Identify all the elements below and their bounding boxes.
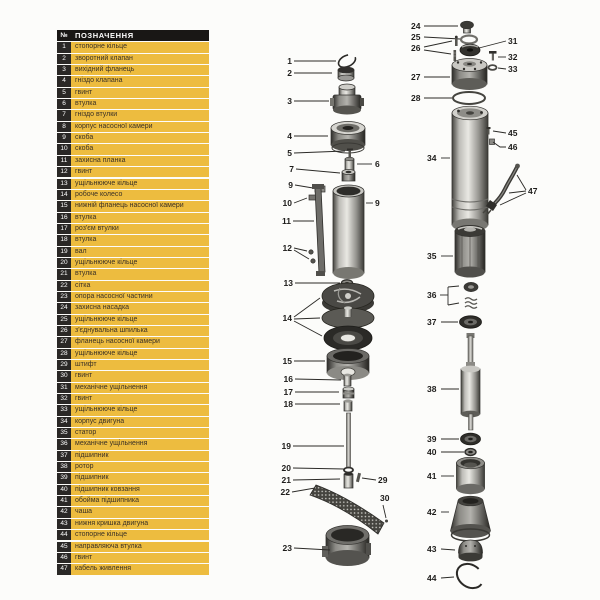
part-pin-29 (356, 473, 388, 485)
label-30: 30 (380, 493, 390, 503)
label-38: 38 (427, 384, 437, 394)
row-number: 28 (57, 349, 71, 359)
row-name: роз'єм втулки (71, 224, 209, 234)
row-name: підшипник (71, 451, 209, 461)
label-27: 27 (411, 72, 421, 82)
row-number: 22 (57, 281, 71, 291)
row-number: 16 (57, 213, 71, 223)
label-37: 37 (427, 317, 437, 327)
row-number: 37 (57, 451, 71, 461)
row-number: 45 (57, 542, 71, 552)
part-outlet-flange-3 (287, 84, 364, 115)
part-impeller-stages-14 (283, 283, 374, 350)
row-number: 24 (57, 303, 71, 313)
row-name: сітка (71, 281, 209, 291)
row-name: корпус насосної камери (71, 122, 209, 132)
row-number: 30 (57, 371, 71, 381)
part-rotor-38 (427, 333, 480, 430)
label-41: 41 (427, 471, 437, 481)
part-chamber-flange-27 (411, 59, 487, 91)
row-number: 39 (57, 473, 71, 483)
row-number: 32 (57, 394, 71, 404)
label-16: 16 (283, 374, 293, 384)
row-number: 6 (57, 99, 71, 109)
row-number: 27 (57, 337, 71, 347)
row-name: штифт (71, 360, 209, 370)
row-name: гвинт (71, 394, 209, 404)
part-retaining-ring-44 (427, 559, 488, 593)
part-pump-support-23 (283, 526, 371, 567)
label-44: 44 (427, 573, 437, 583)
row-number: 3 (57, 65, 71, 75)
part-guide-screw-45 (487, 127, 518, 138)
label-11: 11 (282, 216, 291, 226)
label-9-right: 9 (375, 198, 380, 208)
row-name: нижній фланець насосної камери (71, 201, 209, 211)
part-motor-housing-34 (427, 106, 488, 231)
row-number: 13 (57, 179, 71, 189)
row-name: скоба (71, 144, 209, 154)
row-name: гвинт (71, 371, 209, 381)
row-number: 20 (57, 258, 71, 268)
row-name: ущільнююче кільце (71, 405, 209, 415)
row-number: 21 (57, 269, 71, 279)
label-28: 28 (411, 93, 421, 103)
part-o-ring-28 (411, 92, 485, 104)
part-valve-seat-4 (287, 122, 365, 154)
row-name: втулка (71, 269, 209, 279)
row-number: 29 (57, 360, 71, 370)
row-number: 44 (57, 530, 71, 540)
row-number: 47 (57, 564, 71, 574)
part-screws-12 (283, 243, 316, 263)
part-bushing-18 (284, 399, 352, 411)
row-number: 38 (57, 462, 71, 472)
part-screw-32 (489, 51, 518, 62)
label-29: 29 (378, 475, 388, 485)
part-power-cable-47 (483, 164, 538, 215)
label-25: 25 (411, 32, 421, 42)
header-number: № (57, 30, 71, 41)
row-number: 5 (57, 88, 71, 98)
row-name: фланець насосної камери (71, 337, 209, 347)
part-lower-flange-15 (283, 349, 369, 381)
part-clip-10 (283, 195, 318, 208)
label-4: 4 (287, 131, 292, 141)
label-5: 5 (287, 148, 292, 158)
part-check-valve-2 (287, 67, 354, 81)
row-number: 7 (57, 110, 71, 120)
part-pump-chamber-housing (333, 185, 380, 279)
label-24: 24 (411, 21, 421, 31)
row-number: 31 (57, 383, 71, 393)
row-name: захисна планка (71, 156, 209, 166)
row-name: вихідний фланець (71, 65, 209, 75)
row-number: 4 (57, 76, 71, 86)
row-name: корпус двигуна (71, 417, 209, 427)
row-name: зворотний клапан (71, 54, 209, 64)
row-name: втулка (71, 213, 209, 223)
row-number: 35 (57, 428, 71, 438)
row-name: гніздо клапана (71, 76, 209, 86)
row-name: втулка (71, 99, 209, 109)
part-stator-35 (427, 225, 485, 277)
row-number: 8 (57, 122, 71, 132)
label-13: 13 (283, 278, 293, 288)
part-mechanical-seal-36 (427, 282, 478, 308)
part-guide-bushing-46 (490, 139, 518, 152)
row-name: гвинт (71, 88, 209, 98)
row-name: обойма підшипника (71, 496, 209, 506)
row-number: 11 (57, 156, 71, 166)
row-name: ущільнююче кільце (71, 179, 209, 189)
part-sliding-bearing-40 (427, 447, 476, 457)
part-motor-end-cap-43 (427, 540, 483, 561)
row-number: 10 (57, 144, 71, 154)
label-39: 39 (427, 434, 437, 444)
row-number: 36 (57, 439, 71, 449)
label-1: 1 (287, 56, 292, 66)
row-name: гвинт (71, 553, 209, 563)
row-name: скоба (71, 133, 209, 143)
label-9-left: 9 (288, 180, 293, 190)
part-bearing-39 (427, 433, 481, 445)
row-number: 14 (57, 190, 71, 200)
row-name: вал (71, 247, 209, 257)
label-32: 32 (508, 52, 518, 62)
label-36: 36 (427, 290, 437, 300)
row-name: робоче колесо (71, 190, 209, 200)
row-number: 33 (57, 405, 71, 415)
label-45: 45 (508, 128, 518, 138)
row-name: ротор (71, 462, 209, 472)
label-20: 20 (281, 463, 291, 473)
part-o-ring-25 (411, 32, 477, 44)
label-7: 7 (289, 164, 294, 174)
part-bushing-joint-17 (284, 387, 354, 398)
label-42: 42 (427, 507, 437, 517)
row-name: гвинт (71, 167, 209, 177)
label-34: 34 (427, 153, 437, 163)
part-bowl-42 (427, 496, 491, 541)
label-26: 26 (411, 43, 421, 53)
label-10: 10 (282, 198, 292, 208)
label-21: 21 (281, 475, 291, 485)
row-number: 1 (57, 42, 71, 52)
row-name: механічне ущільнення (71, 383, 209, 393)
row-name: механічне ущільнення (71, 439, 209, 449)
row-name: ущільнююче кільце (71, 315, 209, 325)
row-number: 18 (57, 235, 71, 245)
label-43: 43 (427, 544, 437, 554)
row-name: стопорне кільце (71, 530, 209, 540)
label-47: 47 (528, 186, 538, 196)
part-mesh-screen-22 (281, 485, 384, 534)
row-name: підшипник (71, 473, 209, 483)
label-33: 33 (508, 64, 518, 74)
label-3: 3 (287, 96, 292, 106)
row-name: нижня кришка двигуна (71, 519, 209, 529)
label-17: 17 (283, 387, 293, 397)
part-seal-ring-20 (282, 463, 353, 473)
row-name: захисна насадка (71, 303, 209, 313)
row-number: 19 (57, 247, 71, 257)
row-name: кабель живлення (71, 564, 209, 574)
row-number: 43 (57, 519, 71, 529)
row-number: 15 (57, 201, 71, 211)
row-name: опора насосної частини (71, 292, 209, 302)
row-name: ущільнююче кільце (71, 258, 209, 268)
label-18: 18 (283, 399, 293, 409)
row-number: 12 (57, 167, 71, 177)
row-name: ущільнююче кільце (71, 349, 209, 359)
part-bearing-holder-41 (427, 457, 485, 494)
row-number: 25 (57, 315, 71, 325)
label-2: 2 (287, 68, 292, 78)
label-23: 23 (282, 543, 292, 553)
row-name: з'єднувальна шпилька (71, 326, 209, 336)
row-number: 26 (57, 326, 71, 336)
row-number: 17 (57, 224, 71, 234)
label-31: 31 (508, 36, 518, 46)
part-o-ring-33 (489, 64, 518, 74)
row-number: 46 (57, 553, 71, 563)
row-name: чаша (71, 507, 209, 517)
row-number: 42 (57, 507, 71, 517)
row-name: направляюча втулка (71, 542, 209, 552)
label-12: 12 (282, 243, 292, 253)
row-name: підшипник ковзання (71, 485, 209, 495)
label-6: 6 (375, 159, 380, 169)
part-bushing-6 (345, 157, 380, 171)
part-bearing-37 (427, 316, 482, 328)
part-shaft-19 (282, 413, 351, 468)
label-15: 15 (282, 356, 292, 366)
row-name: гніздо втулки (71, 110, 209, 120)
label-46: 46 (508, 142, 518, 152)
label-19: 19 (281, 441, 291, 451)
row-number: 41 (57, 496, 71, 506)
label-35: 35 (427, 251, 437, 261)
row-number: 2 (57, 54, 71, 64)
row-number: 9 (57, 133, 71, 143)
row-number: 40 (57, 485, 71, 495)
row-name: статор (71, 428, 209, 438)
part-screw-30 (380, 493, 390, 523)
label-14: 14 (282, 313, 292, 323)
row-name: втулка (71, 235, 209, 245)
row-name: стопорне кільце (71, 42, 209, 52)
label-22: 22 (280, 487, 290, 497)
row-number: 34 (57, 417, 71, 427)
header-designation: ПОЗНАЧЕННЯ (71, 30, 209, 41)
label-40: 40 (427, 447, 437, 457)
row-number: 23 (57, 292, 71, 302)
